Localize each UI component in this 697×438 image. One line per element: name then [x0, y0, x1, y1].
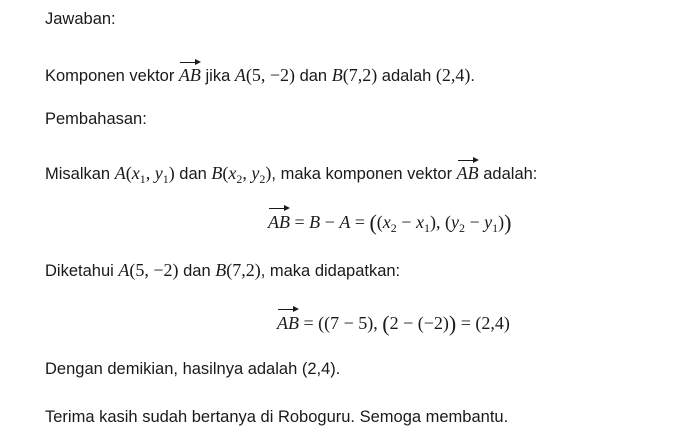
given-text-start: Diketahui: [45, 262, 119, 280]
formula2-inner: 2 − (−2): [389, 313, 449, 333]
given-point-a: A(5, −2): [118, 260, 179, 280]
given-line: [45, 259, 400, 282]
answer-text-end: .: [470, 67, 476, 85]
answer-text-mid2: dan: [295, 67, 332, 85]
vector-ab-symbol: AB: [457, 158, 479, 184]
answer-heading: Jawaban:: [45, 10, 116, 28]
conclusion-line: Dengan demikian, hasilnya adalah (2,4).: [45, 360, 341, 378]
suppose-text-mid2: , maka komponen vektor: [271, 165, 457, 183]
answer-text-start: Komponen vektor: [45, 67, 179, 85]
given-text-mid: dan: [178, 262, 216, 280]
general-formula: AB = $B - A = ((x_2 - x_1)$, $(y_2 - y_1)$): [268, 206, 511, 235]
suppose-text-start: Misalkan: [45, 165, 115, 183]
formula2-rhs-start: = ((7 − 5),: [299, 313, 383, 333]
point-b: B(7,2): [331, 65, 378, 85]
point-a-general: $A(x_1$, $y_1$): [114, 163, 175, 186]
given-point-b: B(7,2): [215, 260, 261, 280]
formula1-rhs: = B − A =: [290, 212, 370, 232]
formula2-rhs-end: = (2,4): [456, 313, 510, 333]
vector-ab-symbol: AB: [268, 206, 290, 234]
answer-text-mid1: jika: [200, 67, 235, 85]
point-b-general: $B(x_2$, $y_2$): [211, 163, 272, 186]
suppose-line: [45, 158, 537, 185]
vector-ab-symbol: AB: [179, 60, 201, 86]
suppose-text-end: adalah:: [478, 165, 538, 183]
thanks-line: Terima kasih sudah bertanya di Roboguru. Semoga membantu.: [45, 408, 509, 426]
vector-ab-symbol: AB: [277, 307, 299, 335]
answer-line: [45, 60, 475, 87]
suppose-text-mid1: dan: [174, 165, 212, 183]
computed-formula: AB = ((7 − 5), (2 − (−2)) = (2,4): [277, 307, 510, 336]
answer-text-mid3: adalah: [377, 67, 436, 85]
given-text-end: , maka didapatkan:: [260, 262, 401, 280]
point-a: A(5, −2): [234, 65, 295, 85]
answer-result: (2,4): [435, 65, 471, 85]
discussion-heading: Pembahasan:: [45, 110, 147, 128]
